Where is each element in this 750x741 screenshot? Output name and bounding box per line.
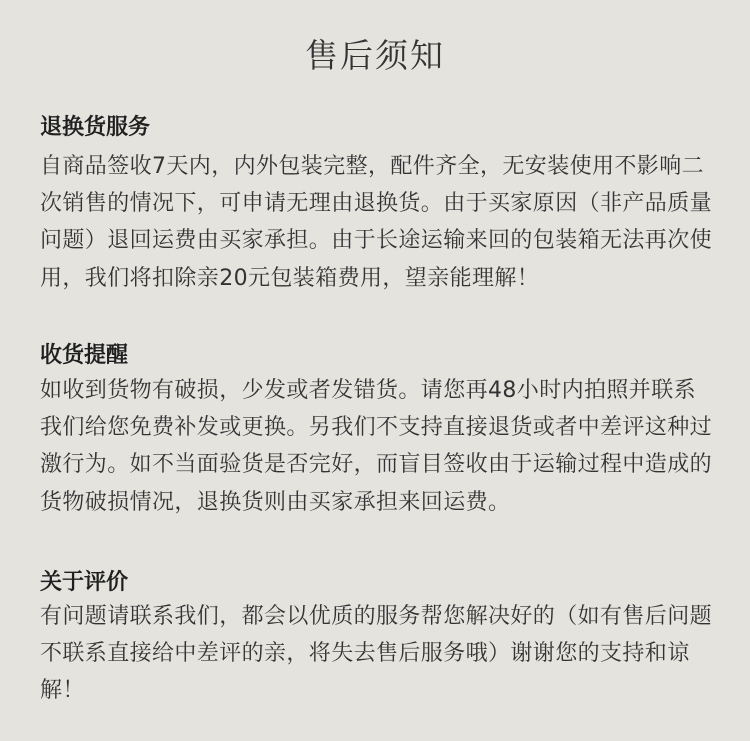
page-title: 售后须知 <box>305 36 445 75</box>
section-heading-reviews: 关于评价 <box>40 570 129 595</box>
section-returns-service <box>40 113 712 297</box>
section-heading-returns: 退换货服务 <box>40 115 151 140</box>
section-heading-delivery: 收货提醒 <box>40 343 129 368</box>
section-body-delivery: 如收到货物有破损，少发或者发错货。请您再48小时内拍照并联系我们给您免费补发或更换。另我们不支持直接退货或者中差评这种过激行为。如不当面验货是否完好，而盲目签收由于运输过程中造成的货物破损情况，退换货则由买家承担来回运费。 <box>40 378 713 515</box>
section-body-returns: 自商品签收7天内，内外包装完整，配件齐全，无安装使用不影响二次销售的情况下，可申请无理由退换货。由于买家原因（非产品质量问题）退回运费由买家承担。由于长途运输来回的包装箱无法再次使用，我们将扣除亲20元包装箱费用，望亲能理解！ <box>40 154 713 291</box>
section-body-reviews: 有问题请联系我们，都会以优质的服务帮您解决好的（如有售后问题不联系直接给中差评的亲，将失去售后服务哦）谢谢您的支持和谅解！ <box>40 604 713 704</box>
section-delivery-reminder <box>40 341 712 521</box>
section-about-reviews <box>40 568 712 710</box>
